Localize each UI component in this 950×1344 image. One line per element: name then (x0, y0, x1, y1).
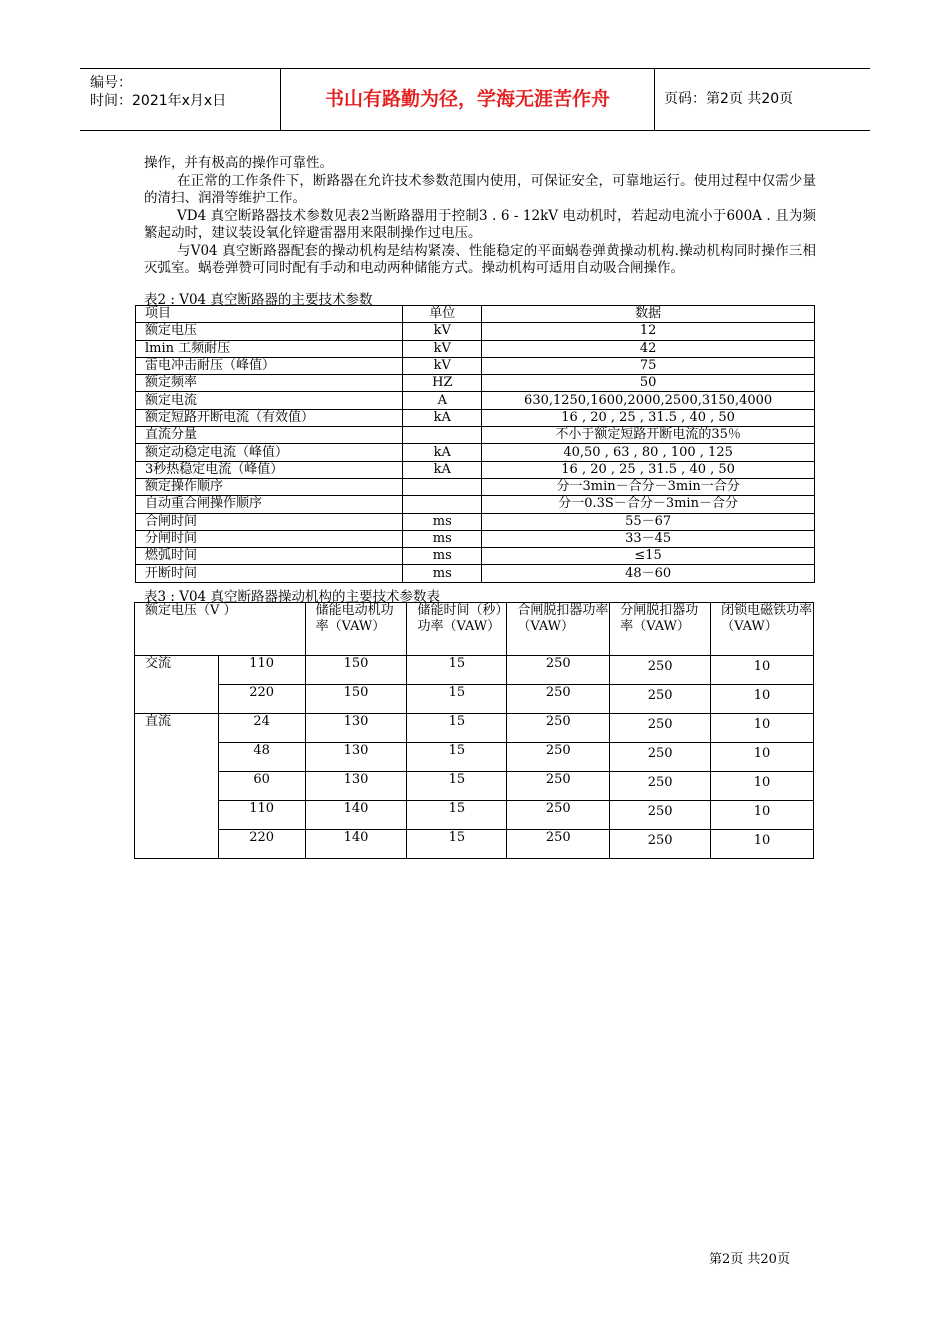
value-cell: 110 (218, 801, 305, 830)
table-row (136, 427, 815, 444)
unit-cell (403, 427, 482, 444)
unit-cell: ms (403, 548, 482, 565)
table-row (135, 714, 814, 743)
value-cell: 48 (218, 743, 305, 772)
value-cell: 15 (407, 685, 507, 714)
value-cell: 不小于额定短路开断电流的35％ (482, 427, 815, 444)
item-cell: 燃弧时间 (136, 548, 403, 565)
unit-cell (403, 496, 482, 513)
page-header (80, 68, 870, 131)
unit-cell: kA (403, 461, 482, 478)
value-cell: 24 (218, 714, 305, 743)
header-cell: 数据 (482, 306, 815, 323)
value-cell: 140 (305, 830, 407, 859)
header-cell: 项目 (136, 306, 403, 323)
value-cell: 75 (482, 357, 815, 374)
value-cell: 42 (482, 340, 815, 357)
current-type-cell: 交流 (135, 656, 219, 714)
value-cell: 220 (218, 685, 305, 714)
value-cell: 220 (218, 830, 305, 859)
table-row (136, 530, 815, 547)
unit-cell: kA (403, 444, 482, 461)
table-row (136, 478, 815, 495)
header-cell: 额定电压（V ） (135, 603, 306, 656)
header-cell: 合闸脱扣器功率（VAW） (507, 603, 610, 656)
unit-cell: ms (403, 513, 482, 530)
paragraph: 操作，并有极高的操作可靠性。 (144, 155, 333, 171)
table-row (136, 444, 815, 461)
unit-cell (403, 478, 482, 495)
unit-cell: kA (403, 409, 482, 426)
header-motto: 书山有路勤为径，学海无涯苦作舟 (280, 69, 655, 130)
table-row (136, 496, 815, 513)
header-cell: 单位 (403, 306, 482, 323)
value-cell: 250 (610, 801, 711, 830)
value-cell: 110 (218, 656, 305, 685)
header-info (80, 69, 280, 130)
value-cell: ≤15 (482, 548, 815, 565)
table-row (136, 340, 815, 357)
value-cell: 10 (711, 714, 814, 743)
value-cell: 15 (407, 801, 507, 830)
date-label: 时间：2021年x月x日 (90, 93, 227, 109)
value-cell: 10 (711, 801, 814, 830)
number-label: 编号： (90, 75, 132, 91)
table-header-row (136, 306, 815, 323)
table-row (136, 409, 815, 426)
value-cell: 15 (407, 656, 507, 685)
value-cell: 分一3min－合分－3min一合分 (482, 478, 815, 495)
table2-caption: 表2 : V04 真空断路器的主要技术参数 (144, 292, 373, 308)
item-cell: 自动重合闸操作顺序 (136, 496, 403, 513)
unit-cell: A (403, 392, 482, 409)
value-cell: 250 (507, 743, 610, 772)
unit-cell: kV (403, 323, 482, 340)
value-cell: 15 (407, 772, 507, 801)
value-cell: 12 (482, 323, 815, 340)
unit-cell: HZ (403, 375, 482, 392)
value-cell: 10 (711, 656, 814, 685)
table-row (136, 548, 815, 565)
value-cell: 250 (610, 685, 711, 714)
paragraph: 与V04 真空断路器配套的操动机构是结构紧凑、性能稳定的平面蜗卷弹黄操动机构.操动机构同时操作三相灭弧室。蜗卷弹赞可同时配有手动和电动两种储能方式。操动机构可适用自动吸合闸操作。 (144, 242, 816, 276)
header-cell: 储能电动机功率（VAW） (305, 603, 407, 656)
table-row (136, 375, 815, 392)
item-cell: 3秒热稳定电流（峰值） (136, 461, 403, 478)
table-row (135, 656, 814, 685)
value-cell: 250 (507, 685, 610, 714)
table-row (136, 565, 815, 582)
table-row (136, 392, 815, 409)
item-cell: 雷电冲击耐压（峰值） (136, 357, 403, 374)
unit-cell: kV (403, 357, 482, 374)
value-cell: 10 (711, 685, 814, 714)
table-row (136, 357, 815, 374)
value-cell: 140 (305, 801, 407, 830)
value-cell: 50 (482, 375, 815, 392)
value-cell: 130 (305, 772, 407, 801)
value-cell: 130 (305, 743, 407, 772)
paragraph: VD4 真空断路器技术参数见表2当断路器用于控制3 . 6 - 12kV 电动机时，若起动电流小于600A . 且为频繁起动时，建议装设氧化锌避雷器用来限制操作过电压。 (144, 207, 816, 241)
technical-parameters-table (135, 305, 815, 583)
page-footer: 第2页 共20页 (709, 1252, 790, 1267)
item-cell: 额定电流 (136, 392, 403, 409)
value-cell: 55－67 (482, 513, 815, 530)
value-cell: 250 (610, 830, 711, 859)
value-cell: 33－45 (482, 530, 815, 547)
table-row (135, 772, 814, 801)
unit-cell: ms (403, 530, 482, 547)
value-cell: 150 (305, 656, 407, 685)
value-cell: 16 , 20 , 25 , 31.5 , 40 , 50 (482, 409, 815, 426)
value-cell: 250 (507, 656, 610, 685)
item-cell: 额定频率 (136, 375, 403, 392)
value-cell: 15 (407, 743, 507, 772)
item-cell: 额定短路开断电流（有效值） (136, 409, 403, 426)
item-cell: 合闸时间 (136, 513, 403, 530)
value-cell: 250 (507, 830, 610, 859)
table-row (136, 461, 815, 478)
value-cell: 250 (507, 801, 610, 830)
value-cell: 250 (507, 772, 610, 801)
table3-caption: 表3 : V04 真空断路器操动机构的主要技术参数表 (144, 589, 440, 605)
value-cell: 48－60 (482, 565, 815, 582)
value-cell: 130 (305, 714, 407, 743)
body-text (144, 155, 816, 278)
table-row (135, 743, 814, 772)
table-row (135, 830, 814, 859)
item-cell: 额定动稳定电流（峰值） (136, 444, 403, 461)
value-cell: 10 (711, 830, 814, 859)
value-cell: 分一0.3S－合分－3min－合分 (482, 496, 815, 513)
value-cell: 15 (407, 830, 507, 859)
value-cell: 250 (610, 656, 711, 685)
paragraph: 在正常的工作条件下，断路器在允许技术参数范围内使用，可保证安全，可靠地运行。使用过程中仅需少量的清扫、润滑等维护工作。 (144, 172, 816, 206)
item-cell: 分闸时间 (136, 530, 403, 547)
table-row (135, 685, 814, 714)
current-type-cell: 直流 (135, 714, 219, 859)
mechanism-parameters-table (134, 602, 814, 859)
value-cell: 10 (711, 743, 814, 772)
value-cell: 40,50 , 63 , 80 , 100 , 125 (482, 444, 815, 461)
value-cell: 630,1250,1600,2000,2500,3150,4000 (482, 392, 815, 409)
header-cell: 闭锁电磁铁功率（VAW） (711, 603, 814, 656)
value-cell: 10 (711, 772, 814, 801)
table-row (136, 513, 815, 530)
table-header-row (135, 603, 814, 656)
item-cell: 开断时间 (136, 565, 403, 582)
value-cell: 250 (610, 743, 711, 772)
table-row (135, 801, 814, 830)
unit-cell: ms (403, 565, 482, 582)
item-cell: lmin 工频耐压 (136, 340, 403, 357)
item-cell: 直流分量 (136, 427, 403, 444)
header-page-label: 页码：第2页 共20页 (664, 91, 794, 107)
table-row (136, 323, 815, 340)
value-cell: 15 (407, 714, 507, 743)
value-cell: 250 (610, 714, 711, 743)
value-cell: 16 , 20 , 25 , 31.5 , 40 , 50 (482, 461, 815, 478)
header-cell: 分闸脱扣器功率（VAW） (610, 603, 711, 656)
value-cell: 250 (610, 772, 711, 801)
unit-cell: kV (403, 340, 482, 357)
value-cell: 150 (305, 685, 407, 714)
item-cell: 额定操作顺序 (136, 478, 403, 495)
value-cell: 250 (507, 714, 610, 743)
item-cell: 额定电压 (136, 323, 403, 340)
value-cell: 60 (218, 772, 305, 801)
header-cell: 储能时间（秒）功率（VAW） (407, 603, 507, 656)
